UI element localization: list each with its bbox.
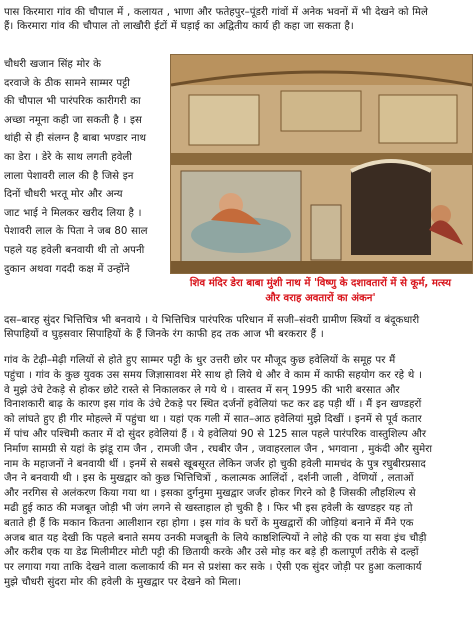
bottom-paragraph [4, 354, 471, 635]
left-column-paragraph [4, 56, 162, 316]
text-line: निर्माण सामग्री से यहां के झंडू राम जैन , रामजी जैन , रघबीर जैन , जवाहरलाल जैन , भगवाना , मुकंदी और सुमेरा [4, 443, 433, 455]
text-line: लाला पेशावरी लाल की है जिसे इन [4, 170, 134, 182]
text-line: पहुंचा । गांव के कुछ युवक उस समय जिज्ञासावश मेरे साथ हो लिये थे और वे काम में काफी सहयोग कर रहे थे । [4, 369, 422, 381]
text-line: पहले यह हवेली बनवायी थी तो अपनी [4, 244, 145, 256]
text-line: में पांच और पश्चिमी कतार में दो सुंदर हवेलियां हैं । ये हवेलियां 90 से 125 साल पहले पारंपरिक वास्तुशिल्प और [4, 428, 427, 440]
fresco-figure [170, 54, 471, 310]
text-line: जैन ने बनवायी थी । इस के मुखद्वार को कुछ भित्तिचित्रों , कलात्मक आलिंदों , दर्शनी जाली , वेणियों , लताओं [4, 473, 414, 485]
text-line: मुझे चौधरी सुंदरा मोर की हवेली के मुखद्वार पर देखने को मिला। [4, 576, 242, 588]
text-line [4, 620, 471, 635]
text-line: की चौपाल भी पारंपरिक कारीगरी का [4, 96, 141, 108]
text-line: दरवाजे के ठीक सामने साम्मर पट्टी [4, 77, 130, 89]
text-line [4, 279, 162, 298]
text-line: दुकान अथवा गददी कक्ष में उन्होंने [4, 263, 130, 275]
middle-paragraph [4, 314, 471, 343]
text-line: और नरगिस से अलंकरण किया गया था । इसका दुर्गनुमा मुखद्वार जर्जर होकर गिरने को है जिसकी लौहशिल्प से [4, 488, 416, 500]
text-line: का डेरा । डेरे के साथ लगती हवेली [4, 151, 132, 163]
intro-paragraph [4, 6, 471, 35]
text-line: दस–बारह सुंदर भित्तिचित्र भी बनवाये । ये भित्तिचित्र पारंपरिक परिधान में सजी–संवरी ग्रामीण स्त्रियों व बंदूकधारी [4, 315, 420, 326]
text-line: सिपाहियों व घुड़सवार सिपाहियों के हैं जिनके रंग काफी हद तक आज भी बरकरार हैं । [4, 329, 324, 341]
text-line: अच्छा नमूना कही जा सकती है । इस [4, 114, 142, 126]
text-line: और करीब एक या डेढ मिलीमीटर मोटी पट्टी की छितायी करके और उसे मोड़ कर बड़े ही कलापूर्ण तरीके से दल्हों [4, 547, 419, 559]
text-line: को लांघते हुए ही गीर मोहल्ले में पहुंचा था । यहां एक गली में सात–आठ हवेलियां मुझे दिखीं । इनमें से पूर्व कतार [4, 414, 422, 426]
text-line: गांव के टेढ़ी–मेढ़ी गलियों से होते हुए साम्मर पट्टी के धुर उत्तरी छोर पर मौजूद कुछ हवेलियों के समूह पर मैं [4, 355, 396, 366]
figure-caption [170, 276, 471, 306]
caption-line: और वराह अवतारों का अंकन' [265, 293, 376, 304]
text-line: पर लगाया गया ताकि देखने वाला कलाकार्य की मन से प्रशंसा कर सके । ऐसी एक सुंदर जोड़ी पर हुआ कलाकार्य [4, 562, 422, 574]
text-line: हैं। किरमारा गांव की चौपाल तो लाखौरी ईटों में घड़ाई का अद्वितीय कार्य ही कहा जा सकता है। [4, 21, 354, 33]
text-line: मढी हुई काठ की मजबूत जोड़ी भी जंग लगने से खस्ताहाल हो चुकी है । फिर भी इस हवेली के खण्डहर यह तो [4, 502, 413, 514]
text-line: विनाशकारी बाढ़ के कारण इस गांव के उंचे टेकड़े पर स्थित दर्जनों हवेलियां फट कर ढह पड़ी थीं । मैं इन खण्डहरों [4, 399, 422, 411]
text-line [4, 591, 471, 606]
text-line: नाम के महाजनों ने बनवायी थीं । इनमें से सबसे खूबसूरत लेकिन जर्जर हो चुकी हवेली मामचंद के पुत्र रघुबीरप्रसाद [4, 458, 426, 470]
text-line: वे मुझे उंचे टेकड़े से होकर छोटे रास्ते से निकालकर ले गये थे । वास्तव में सन् 1995 की भारी बरसात और [4, 384, 400, 396]
text-line: अजब बात यह देखी कि पहले बनाते समय उनकी मजबूती के लिये काष्ठशिल्पियों ने लोहे की एक या सवा इंच चौड़ी [4, 532, 427, 544]
text-line: पास किरमारा गांव की चौपाल में , कलायत , भाणा और फतेहपुर–पूंडरी गांवों में अनेक भवनों में भी देखने को मिले [4, 7, 428, 18]
text-line: थांही से ही संलग्न है बाबा भण्डार नाथ [4, 133, 146, 145]
text-line [4, 606, 471, 621]
fresco-illustration [171, 55, 472, 273]
text-line: जाट भाई ने मिलकर खरीद लिया है । [4, 207, 142, 219]
text-line: दिनों चौधरी भरतू मोर और अन्य [4, 189, 123, 201]
text-line: चौधरी खजान सिंह मोर के [4, 59, 101, 70]
text-line: पेशावरी लाल के पिता ने जब 80 साल [4, 226, 148, 238]
text-line: बताते ही हैं कि मकान कितना आलीशान रहा होगा । इस गांव के घरों के मुखद्वारों की जोड़ियां बनाने में मैंने एक [4, 517, 414, 529]
fresco-image [170, 54, 473, 274]
caption-line: शिव मंदिर डेरा बाबा मुंशी नाथ में 'विष्णु के दशावतारों में से कूर्म, मत्स्य [189, 278, 452, 289]
